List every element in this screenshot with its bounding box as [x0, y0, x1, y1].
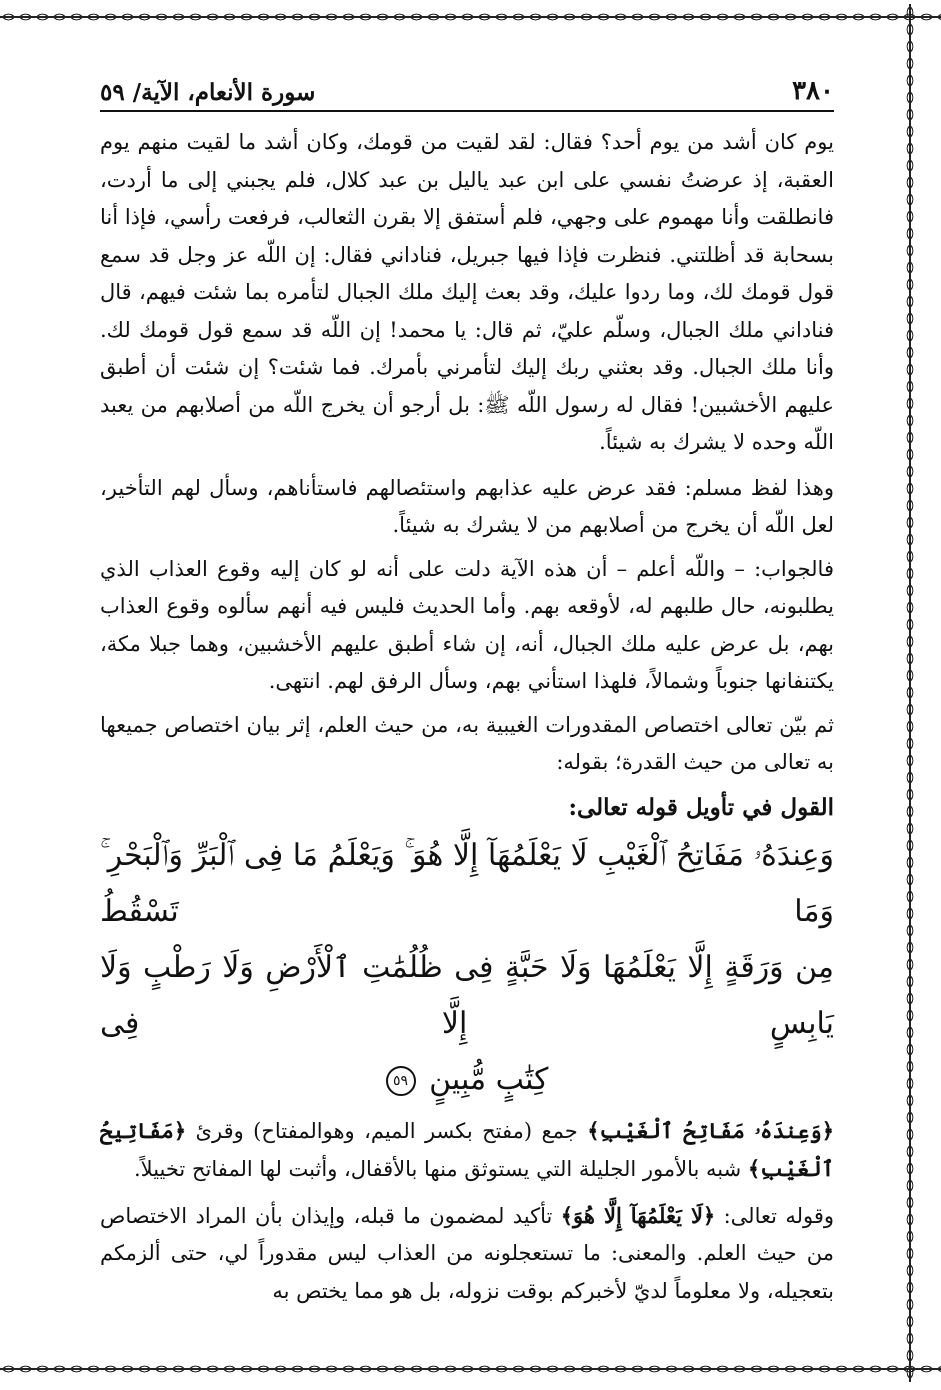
commentary-paragraph-keys [100, 1112, 834, 1189]
verse-line-2: مِن وَرَقَةٍ إِلَّا يَعْلَمُهَا وَلَا حَبَّةٍ فِى ظُلُمَٰتِ ٱلْأَرْضِ وَلَا رَطْبٍ وَلَا يَابِسٍ إِلَّا فِى [100, 949, 834, 1041]
ayah-number-marker: ٥٩ [386, 1066, 416, 1096]
ornamental-border-right [897, 4, 923, 1382]
quote-la-yalamuha: ﴿لَا يَعْلَمُهَآ إِلَّا هُوَ﴾ [560, 1202, 716, 1228]
commentary-text-1: جمع (مفتح بكسر الميم، وهوالمفتاح) وقرئ [186, 1118, 588, 1143]
quote-wa-indahu: ﴿وَعِندَهُۥ مَفَاتِحُ ٱلْغَيْبِ﴾ [587, 1117, 834, 1143]
quote-mafatih: ﴿مَفَاتِيحُ ٱلْغَيْبِ﴾ [100, 1117, 834, 1181]
book-page [100, 60, 834, 1310]
muslim-wording-paragraph: وهذا لفظ مسلم: فقد عرض عليه عذابهم واستئصالهم فاستأناهم، وسأل لهم التأخير، لعل اللّه أن يخرج من أصلابهم من لا يشرك به شيئاً. [100, 475, 834, 537]
ornamental-border-top [0, 4, 941, 30]
surah-title: سورة الأنعام، الآية/ ٥٩ [100, 79, 316, 106]
verse-line-1: وَعِندَهُۥ مَفَاتِحُ ٱلْغَيْبِ لَا يَعْلَمُهَآ إِلَّا هُوَ ۚ وَيَعْلَمُ مَا فِى ٱلْبَرِّ وَٱلْبَحْرِ ۚ وَمَا تَسْقُطُ [100, 837, 834, 929]
commentary-lead: وقوله تعالى: [715, 1203, 835, 1228]
commentary-text-2: شبه بالأمور الجليلة التي يستوثق منها بالأقفال، وأثبت لها المفاتح تخييلاً. [133, 1157, 748, 1181]
transition-paragraph: ثم بيّن تعالى اختصاص المقدورات الغيبية به، من حيث العلم، إثر بيان اختصاص جميعها به تعالى من حيث القدرة؛ بقوله: [100, 712, 834, 774]
commentary-text-3: تأكيد لمضمون ما قبله، وإيذان بأن المراد الاختصاص من حيث العلم. والمعنى: ما تستعجلونه من العذاب ليس مقدوراً لي، حتى ألزمكم بتعجيله، ولا معلوماً لديّ لأخبركم بوقت نزوله، بل هو مما يختص به [100, 1203, 834, 1303]
page-header [100, 60, 834, 112]
section-heading: القول في تأويل قوله تعالى: [568, 793, 834, 821]
hadith-paragraph: يوم كان أشد من يوم أحد؟ فقال: لقد لقيت من قومك، وكان أشد ما لقيت منهم يوم العقبة، إذ عرضتُ نفسي على ابن عبد ياليل بن عبد كلال، فلم يجبني إلى ما أردت، فانطلقت وأنا مهموم على وجهي، فلم أستفق إلا بقرن الثعالب، فرفعت رأسي، فإذا أنا بسحابة قد أظلتني. فنظرت فإذا فيها جبريل، فناداني فقال: إن اللّه عز وجل قد سمع قول قومك لك، وما ردوا عليك، وقد بعث إليك ملك الجبال لتأمره بما شئت فيهم، قال فناداني ملك الجبال، وسلّم عليّ، ثم قال: يا محمد! إن اللّه قد سمع قول قومك لك. وأنا ملك الجبال. وقد بعثني ربك إليك لتأمرني بأمرك. فما شئت؟ إن شئت أن أطبق عليهم الأخشبين! فقال له رسول اللّه ﷺ: بل أرجو أن يخرج اللّه من أصلابهم من يعبد اللّه وحده لا يشرك به شيئاً. [100, 130, 834, 454]
verse-line-3 [100, 1052, 834, 1108]
page-number: ٣٨٠ [792, 76, 834, 106]
ornamental-border-bottom [0, 1356, 941, 1382]
verse-line-3-text: كِتَٰبٍ مُّبِينٍ [429, 1061, 549, 1097]
commentary-paragraph-knowledge [100, 1197, 834, 1311]
answer-paragraph: فالجواب: – واللّه أعلم – أن هذه الآية دلت على أنه لو كان إليه وقوع العذاب الذي يطلبونه، حال طلبهم له، لأوقعه بهم. وأما الحديث فليس فيه أنهم سألوه وقوع العذاب بهم، بل عرض عليه ملك الجبال، أنه، إن شاء أطبق عليهم الأخشبين، وهما جبلا مكة، يكتنفانها جنوباً وشمالاً، فلهذا استأني بهم، وسأل الرفق لهم. انتهى. [100, 556, 835, 693]
